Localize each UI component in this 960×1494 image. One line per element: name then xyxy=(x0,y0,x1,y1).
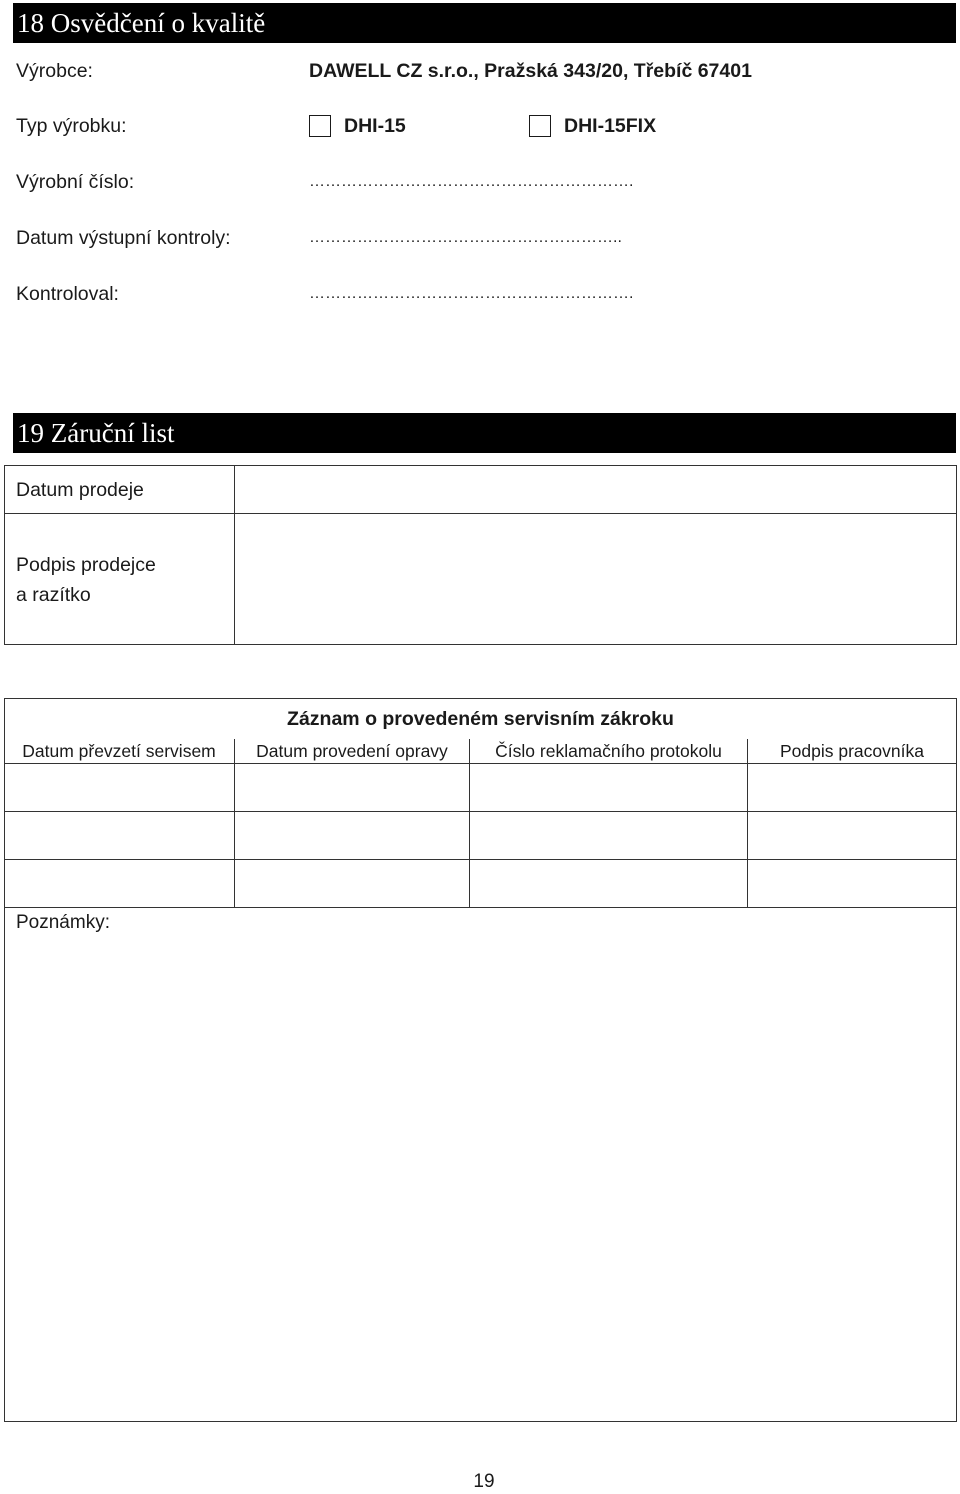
service-cell[interactable] xyxy=(471,765,746,810)
section-18-heading: 18 Osvědčení o kvalitě xyxy=(13,3,956,43)
product-type-label: Typ výrobku: xyxy=(16,115,127,137)
checked-by-label: Kontroloval: xyxy=(16,283,119,305)
service-cell[interactable] xyxy=(236,813,468,858)
service-cell[interactable] xyxy=(749,765,955,810)
output-check-date-label: Datum výstupní kontroly: xyxy=(16,227,231,249)
manufacturer-value: DAWELL CZ s.r.o., Pražská 343/20, Třebíč 67401 xyxy=(309,60,752,82)
service-column-header: Podpis pracovníka xyxy=(780,741,924,761)
service-row-divider-1 xyxy=(4,811,957,812)
notes-field[interactable] xyxy=(6,940,955,1420)
service-cell[interactable] xyxy=(749,813,955,858)
checked-by-field[interactable]: ……………………………………………………. xyxy=(309,285,634,302)
service-cell[interactable] xyxy=(749,861,955,906)
service-cell[interactable] xyxy=(236,765,468,810)
service-cell[interactable] xyxy=(6,813,233,858)
service-column-header: Datum převzetí servisem xyxy=(22,741,216,761)
service-col-divider-2 xyxy=(469,739,470,907)
service-column-header: Datum provedení opravy xyxy=(256,741,448,761)
sale-date-label: Datum prodeje xyxy=(16,479,144,501)
warranty-row-divider xyxy=(4,513,957,514)
seller-signature-label-line2: a razítko xyxy=(16,584,91,606)
checkbox-dhi-15fix[interactable] xyxy=(529,115,551,137)
option-dhi-15-label: DHI-15 xyxy=(344,115,406,137)
sale-date-field[interactable] xyxy=(236,467,954,512)
service-row-divider-2 xyxy=(4,859,957,860)
checkbox-dhi-15[interactable] xyxy=(309,115,331,137)
manufacturer-label: Výrobce: xyxy=(16,60,93,82)
service-row-divider-3 xyxy=(4,907,957,908)
service-cell[interactable] xyxy=(471,813,746,858)
seller-signature-field[interactable] xyxy=(236,515,954,643)
service-col-divider-1 xyxy=(234,739,235,907)
page-number: 19 xyxy=(473,1471,495,1492)
option-dhi-15fix-label: DHI-15FIX xyxy=(564,115,657,137)
output-check-date-field[interactable]: ………………………………………………….. xyxy=(309,229,622,246)
service-record-title: Záznam o provedeném servisním zákroku xyxy=(287,708,674,730)
serial-number-field[interactable]: ……………………………………………………. xyxy=(309,173,634,190)
warranty-column-divider xyxy=(234,465,235,645)
service-col-divider-3 xyxy=(747,739,748,907)
section-19-heading: 19 Záruční list xyxy=(13,413,956,453)
seller-signature-label-line1: Podpis prodejce xyxy=(16,554,156,576)
service-cell[interactable] xyxy=(471,861,746,906)
service-cell[interactable] xyxy=(6,861,233,906)
service-column-header: Číslo reklamačního protokolu xyxy=(495,741,722,761)
serial-number-label: Výrobní číslo: xyxy=(16,171,135,193)
service-cell[interactable] xyxy=(236,861,468,906)
notes-label: Poznámky: xyxy=(16,912,110,933)
service-cell[interactable] xyxy=(6,765,233,810)
service-header-divider xyxy=(4,763,957,764)
